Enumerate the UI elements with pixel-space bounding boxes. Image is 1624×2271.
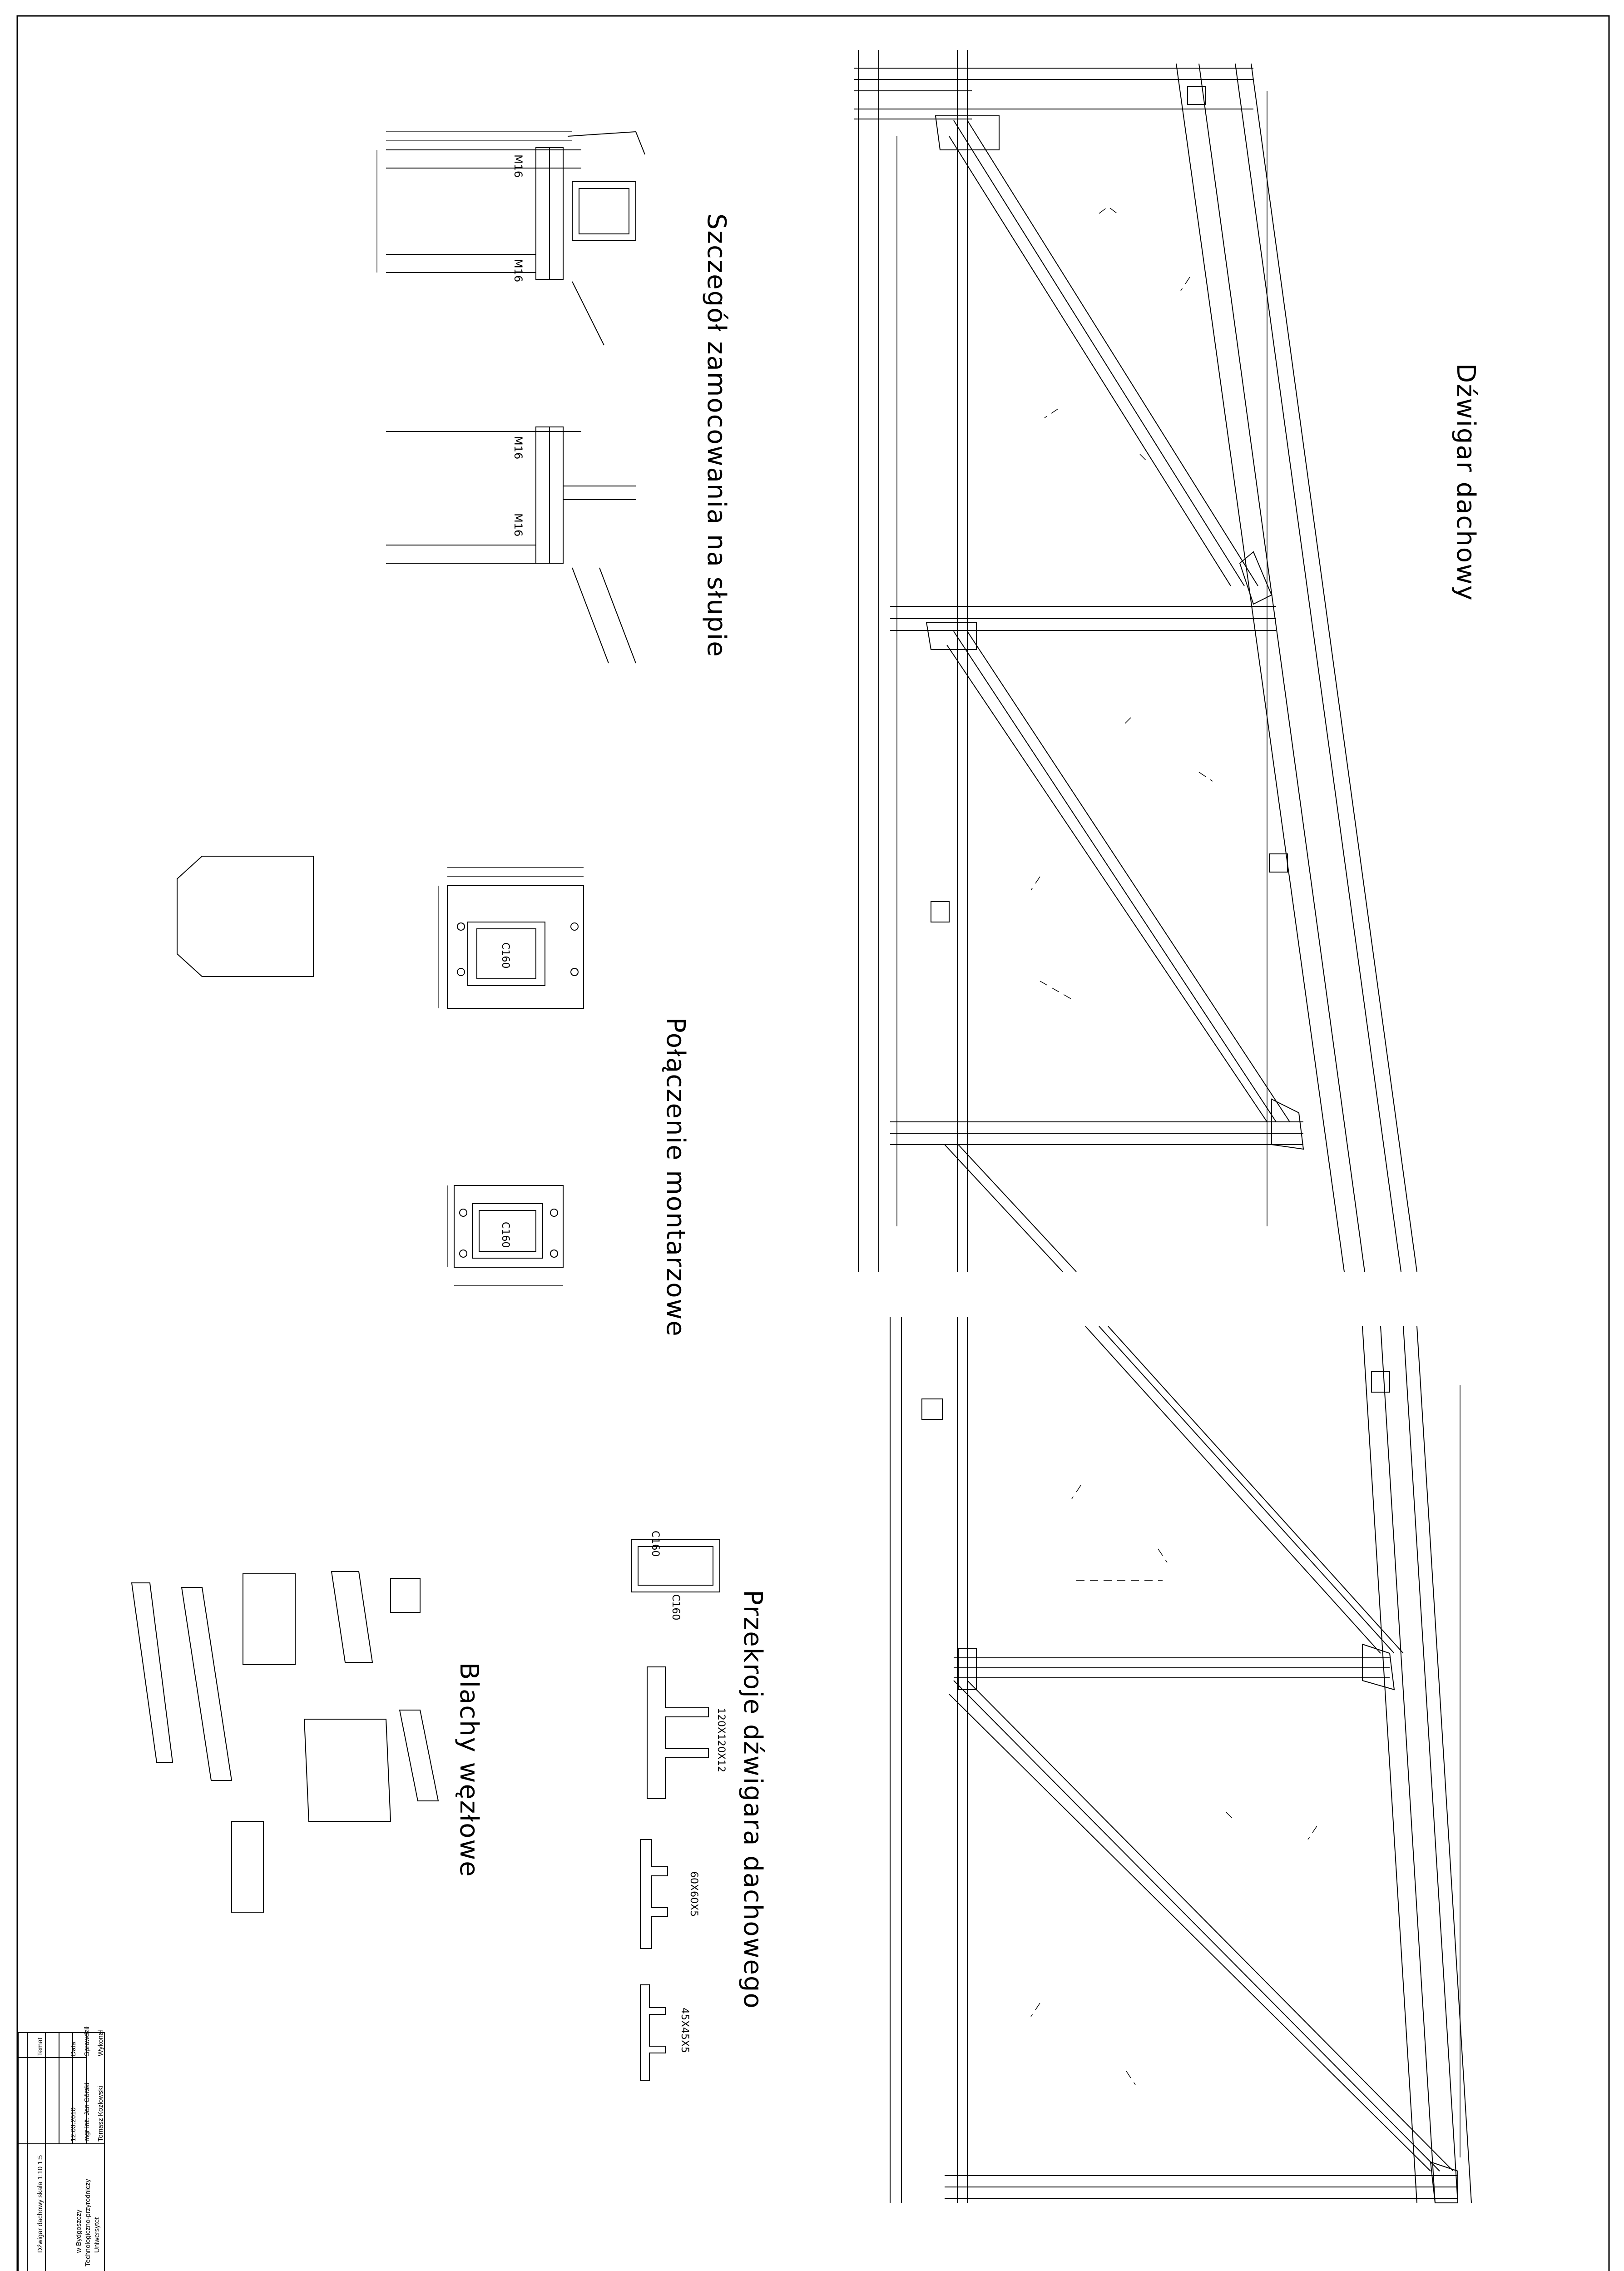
section-label-c160-top: C160 xyxy=(649,1531,661,1557)
section-label-tee: 120X120X12 xyxy=(715,1708,727,1773)
title-gusset-plates: Blachy węzłowe xyxy=(454,1662,484,1878)
tb-subject-label: Temat xyxy=(36,2038,44,2056)
truss-upper xyxy=(854,50,1417,1272)
title-truss-sections: Przekroje dźwigara dachowego xyxy=(738,1590,767,2009)
column-detail xyxy=(377,132,645,663)
bolt-label-m16-a: M16 xyxy=(512,154,525,178)
tb-date-label: Data xyxy=(69,2042,77,2056)
tb-institution-3: w Bydgoszczy xyxy=(75,2209,83,2253)
tb-date-value: 12.03.2010 xyxy=(69,2107,77,2142)
tb-drawn-value: Tomasz Kozłowski xyxy=(97,2086,104,2142)
tb-institution-1: Uniwersytet xyxy=(93,2217,101,2253)
field-joint xyxy=(177,856,584,1285)
section-label-angle-45: 45X45X5 xyxy=(679,2008,690,2053)
title-roof-truss: Dźwigar dachowy xyxy=(1451,363,1480,601)
joint-label-c160-b: C160 xyxy=(500,1222,511,1248)
bolt-label-m16-d: M16 xyxy=(512,513,525,537)
truss-sections xyxy=(631,1540,720,2080)
gusset-plates xyxy=(132,1572,438,1912)
section-label-angle-60: 60X60X5 xyxy=(688,1871,699,1917)
title-column-detail: Szczegół zamocowania na słupie xyxy=(702,213,731,658)
bolt-label-m16-b: M16 xyxy=(512,259,525,283)
section-label-c160-bottom: C160 xyxy=(670,1594,681,1621)
sheet-border xyxy=(17,16,1609,2271)
tb-checked-label: Sprawdził xyxy=(83,2026,91,2056)
title-field-joint: Połączenie montarzowe xyxy=(661,1017,690,1337)
tb-subject-value: Dźwigar dachowy skala 1:10 1:5 xyxy=(36,2155,44,2253)
joint-label-c160-a: C160 xyxy=(500,942,511,969)
tb-institution-2: Technologiczno-przyrodniczy xyxy=(84,2179,92,2266)
bolt-label-m16-c: M16 xyxy=(512,436,525,460)
tb-drawn-label: Wykonał xyxy=(97,2030,104,2056)
tb-checked-value: mgr inż. Jan Górski xyxy=(83,2083,91,2142)
truss-lower xyxy=(890,1317,1471,2203)
